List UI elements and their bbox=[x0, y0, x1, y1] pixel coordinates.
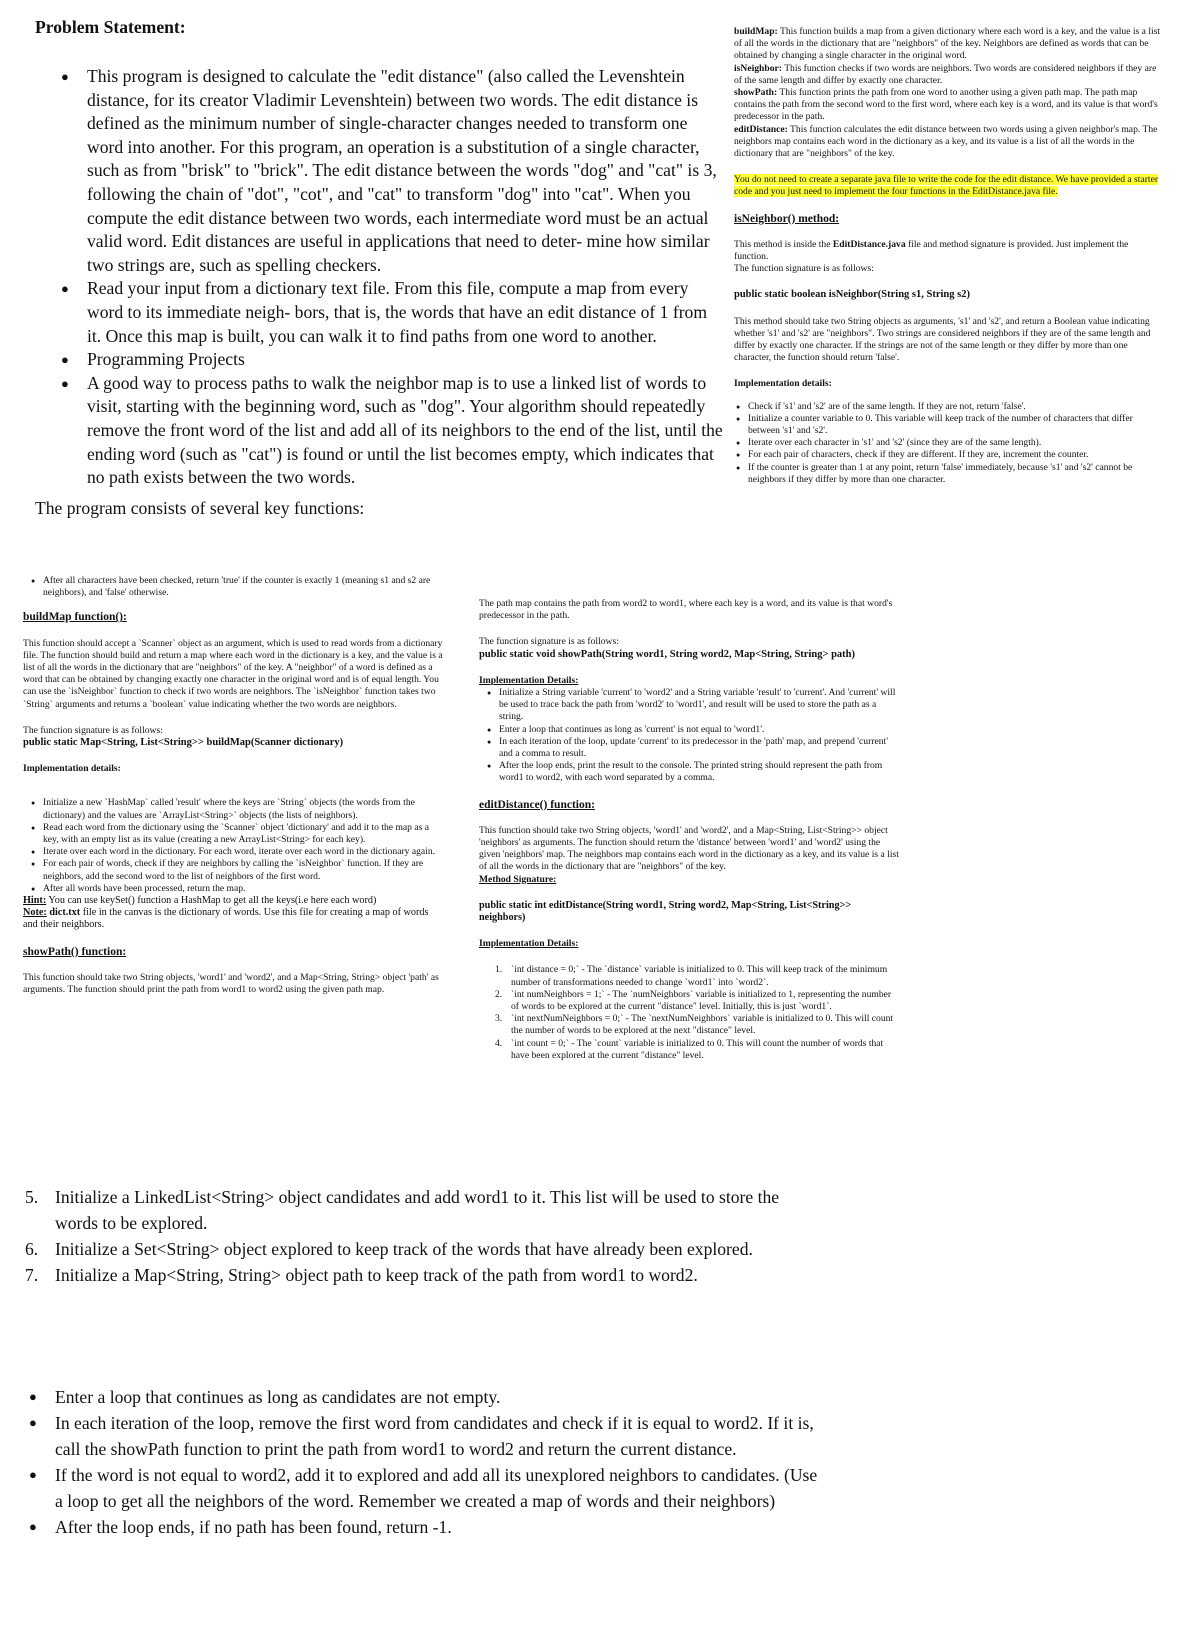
step-number: 2. bbox=[495, 988, 503, 1000]
highlight-note: You do not need to create a separate java file to write the code for the edit distance. We have provided a starter code and you just need to implement the four functions in the EditDistance.java file. bbox=[734, 174, 1159, 198]
note-file: dict.txt bbox=[46, 907, 81, 919]
step-number: 7. bbox=[25, 1265, 39, 1285]
step-text: `int numNeighbors = 1;` - The `numNeighbors` variable is initialized to 1, representing the number of words to be explored at the current "distance" level. Initially, this is just `word1`. bbox=[511, 988, 892, 1013]
build-map-impl-list bbox=[29, 797, 443, 895]
bottom-bullet: ● Enter a loop that continues as long as candidates are not empty. bbox=[29, 1387, 501, 1407]
is-neighbor-term: isNeighbor: bbox=[734, 62, 782, 74]
bottom-steps bbox=[25, 1184, 825, 1288]
step-item bbox=[25, 1184, 825, 1236]
impl-item: ● Initialize a new `HashMap` called 'result' where the keys are `String` objects (the words from the dictionary) and the values are `ArrayList<String>` objects (the lists of neighbors). bbox=[29, 797, 443, 821]
show-path-impl-list bbox=[485, 687, 899, 785]
step-text: Initialize a Set<String> object explored to keep track of the words that have already been explored. bbox=[55, 1239, 753, 1259]
edit-distance-signature: public static int editDistance(String word1, String word2, Map<String, List<String>> neighbors) bbox=[479, 899, 852, 924]
hint-label: Hint: bbox=[23, 895, 47, 907]
show-path-desc: This function should take two String objects, 'word1' and 'word2', and a Map<String, String> object 'path' as arguments. The function should print the path from word1 to word2 using the given path map. bbox=[23, 971, 439, 996]
key-functions-text: The program consists of several key functions: bbox=[35, 498, 365, 518]
impl-item: ● Iterate over each word in the dictionary. For each word, iterate over each word in the dictionary again. bbox=[29, 846, 443, 858]
build-map-impl-label: Implementation details: bbox=[23, 763, 121, 775]
problem-bullet: ● This program is designed to calculate the "edit distance" (also called the Levenshtein distance, for its creator Vladimir Levenshtein) between two words. The edit distance is defined as the minimum number of single-character changes needed to transform one word into another. For this program, an operation is a substitution of a single character, such as from "brisk" to "brick". The edit distance between the words "dog" and "cat" is 3, following the chain of "dot", "cot", and "cat" to transform "dog" into "cat". When you compute the edit distance between two words, each intermediate word must be an actual valid word. Edit distances are useful in applications that need to deter- mine how similar two strings are, such as spelling checkers. bbox=[35, 65, 725, 277]
after-all-item: ● After all characters have been checked, return 'true' if the counter is exactly 1 (meaning s1 and s2 are neighbors), and 'false' otherwise. bbox=[29, 575, 443, 599]
build-map-sig-label: The function signature is as follows: bbox=[23, 724, 163, 736]
impl-label: Implementation details: bbox=[734, 378, 832, 390]
edit-distance-text: This function calculates the edit distance between two words using a given neighbor's map. The neighbors map contains each word in the dictionary as a key, and its value is a list of all the words in the dictionary that are "neighbors" of the key. bbox=[734, 123, 1158, 160]
show-path-signature: public static void showPath(String word1, String word2, Map<String, String> path) bbox=[479, 648, 856, 660]
step-item bbox=[25, 1236, 825, 1262]
step-text: Initialize a Map<String, String> object path to keep track of the path from word1 to word2. bbox=[55, 1265, 698, 1285]
impl-item: ● Enter a loop that continues as long as 'current' is not equal to 'word1'. bbox=[485, 724, 899, 736]
path-map-text: The path map contains the path from word2 to word1, where each key is a word, and its value is that word's predecessor in the path. bbox=[479, 598, 893, 622]
bottom-bullet: ● In each iteration of the loop, remove the first word from candidates and check if it is equal to word2. If it is, call the showPath function to print the path from word1 to word2 and return the current distance. bbox=[29, 1413, 814, 1459]
is-neighbor-sig-label: The function signature is as follows: bbox=[734, 263, 874, 275]
step-text: `int count = 0;` - The `count` variable is initialized to 0. This will count the number of words that have been explored at the current "distance" level. bbox=[511, 1037, 884, 1061]
step-item bbox=[495, 989, 899, 1013]
impl-item: ● Check if 's1' and 's2' are of the same length. If they are not, return 'false'. bbox=[734, 401, 1162, 413]
is-neighbor-heading: isNeighbor() method: bbox=[734, 212, 840, 225]
note-label: Note: bbox=[23, 907, 47, 919]
edit-distance-heading: editDistance() function: bbox=[479, 798, 595, 811]
bottom-bullet: ● After the loop ends, if no path has been found, return -1. bbox=[29, 1517, 452, 1537]
edit-distance-desc: This function should take two String objects, 'word1' and 'word2', and a Map<String, List<String>> object 'neighbors' as arguments. The function should return the 'distance' between 'word1' and 'word2' using the given 'neighbors' map. The neighbors map contains each word in the dictionary as a key, and its value is a list of all the words in the dictionary that are "neighbors" of the key. bbox=[479, 824, 899, 873]
edit-distance-term: editDistance: bbox=[734, 123, 788, 135]
impl-item: ● After the loop ends, print the result to the console. The printed string should represent the path from word1 to word2, with each word separated by a comma. bbox=[485, 760, 899, 784]
step-item bbox=[495, 1038, 899, 1062]
after-all-list bbox=[29, 575, 443, 599]
problem-bullets bbox=[35, 65, 725, 490]
is-neighbor-intro-1: This method is inside the bbox=[734, 238, 833, 250]
impl-item: ● If the counter is greater than 1 at any point, return 'false' immediately, because 's1' and 's2' cannot be neighbors if they differ by more than one character. bbox=[734, 462, 1162, 486]
method-signature-label: Method Signature: bbox=[479, 873, 557, 885]
impl-item: ● In each iteration of the loop, update 'current' to its predecessor in the 'path' map, and prepend 'current' and a comma to result. bbox=[485, 736, 899, 760]
impl-item: ● Iterate over each character in 's1' and 's2' (since they are of the same length). bbox=[734, 437, 1162, 449]
impl-item: ● For each pair of words, check if they are neighbors by calling the `isNeighbor` function. If they are neighbors, add the second word to the list of neighbors of the first word. bbox=[29, 858, 443, 882]
problem-bullet: ● A good way to process paths to walk the neighbor map is to use a linked list of words to visit, starting with the beginning word, such as "dog". Your algorithm should repeatedly remove the front word of the list and add all of its neighbors to the end of the list, until the ending word (such as "cat") is found or until the list becomes empty, which indicates that no path exists between the two words. bbox=[35, 372, 725, 490]
show-path-sig-label: The function signature is as follows: bbox=[479, 636, 619, 648]
bullet-text: After the loop ends, if no path has been found, return -1. bbox=[55, 1517, 452, 1537]
edit-distance-impl-label: Implementation Details: bbox=[479, 938, 579, 950]
bullet-text: If the word is not equal to word2, add it to explored and add all its unexplored neighbors to candidates. (Use a loop to get all the neighbors of the word. Remember we created a map of words and their neighbors) bbox=[55, 1465, 818, 1511]
build-map-term: buildMap: bbox=[734, 26, 778, 37]
edit-distance-steps bbox=[495, 964, 899, 1062]
is-neighbor-signature: public static boolean isNeighbor(String s1, String s2) bbox=[734, 289, 970, 301]
is-neighbor-intro-bold: EditDistance.java bbox=[832, 238, 906, 250]
impl-item: ● Initialize a String variable 'current' to 'word2' and a String variable 'result' to 'current'. And 'current' will be used to trace back the path from 'word2' to 'word1', and result will be used to store the path as a string. bbox=[485, 687, 899, 724]
build-map-heading: buildMap function(): bbox=[23, 611, 127, 624]
step-item bbox=[25, 1262, 825, 1288]
is-neighbor-desc: This method should take two String objects as arguments, 's1' and 's2', and return a Boolean value indicating whether 's1' and 's2' are "neighbors". Two strings are considered neighbors if they are of the same length and differ by exactly one character. If the strings are not of the same length or they differ by more than one character, the function should return 'false'. bbox=[734, 315, 1151, 364]
is-neighbor-text: This function checks if two words are neighbors. Two words are considered neighbors if they are of the same length and differ by exactly one character. bbox=[734, 62, 1157, 86]
build-map-desc: This function should accept a `Scanner` object as an argument, which is used to read words from a dictionary file. The function should build and return a map where each word in the dictionary is a key, and the value is a list of all the words in the dictionary that are "neighbors" of the key. A "neighbor" of a word is defined as a word that can be obtained by changing exactly one character in the original word and is of equal length. You can use the `isNeighbor` function to check if two words are neighbors. The `isNeighbor` function takes two `String` arguments and returns a `boolean` value indicating whether the two words are neighbors. bbox=[23, 637, 443, 710]
is-neighbor-impl-list bbox=[734, 401, 1162, 486]
step-number: 5. bbox=[25, 1187, 39, 1207]
problem-bullet: ● Read your input from a dictionary text file. From this file, compute a map from every word to its immediate neigh- bors, that is, the words that have an edit distance of 1 from it. Once this map is built, you can walk it to find paths from one word to another. bbox=[35, 277, 725, 348]
show-path-text: This function prints the path from one word to another using a given path map. The path map contains the path from the second word to the first word, where each key is a word, and its value is that word's predecessor in the path. bbox=[734, 87, 1158, 123]
step-item bbox=[495, 1013, 899, 1037]
step-text: `int nextNumNeighbors = 0;` - The `nextNumNeighbors` variable is initialized to 0. This will count the number of words to be explored at the next "distance" level. bbox=[511, 1013, 894, 1037]
step-number: 6. bbox=[25, 1239, 39, 1259]
step-text: `int distance = 0;` - The `distance` variable is initialized to 0. This will keep track of the minimum number of transformations needed to change `word1` into `word2`. bbox=[511, 964, 888, 988]
impl-item: ● After all words have been processed, return the map. bbox=[29, 883, 443, 895]
show-path-term: showPath: bbox=[734, 87, 778, 99]
step-text: Initialize a LinkedList<String> object candidates and add word1 to it. This list will be used to store the words to be explored. bbox=[55, 1187, 780, 1233]
show-path-impl-label: Implementation Details: bbox=[479, 674, 579, 686]
problem-heading: Problem Statement: bbox=[35, 17, 186, 37]
left-column bbox=[23, 575, 443, 996]
bottom-bullet: ● If the word is not equal to word2, add it to explored and add all its unexplored neighbors to candidates. (Use a loop to get all the neighbors of the word. Remember we created a map of words and their neighbors) bbox=[29, 1465, 818, 1511]
impl-item: ● Initialize a counter variable to 0. This variable will keep track of the number of characters that differ between 's1' and 's2'. bbox=[734, 413, 1162, 437]
middle-column bbox=[479, 598, 899, 1062]
is-neighbor-intro-2: file and method signature is provided. Just implement the function. bbox=[734, 238, 1129, 263]
bullet-text: Enter a loop that continues as long as candidates are not empty. bbox=[55, 1387, 501, 1407]
step-item bbox=[495, 964, 899, 988]
step-number: 4. bbox=[495, 1037, 503, 1049]
hint-text: You can use keySet() function a HashMap to get all the keys(i.e here each word) bbox=[46, 895, 377, 907]
step-number: 1. bbox=[495, 964, 503, 976]
bullet-text: In each iteration of the loop, remove the first word from candidates and check if it is equal to word2. If it is, call the showPath function to print the path from word1 to word2 and return the current distance. bbox=[55, 1413, 814, 1459]
note-text: file in the canvas is the dictionary of words. Use this file for creating a map of words and their neighbors. bbox=[23, 907, 429, 931]
problem-bullet: ● Programming Projects bbox=[35, 348, 725, 372]
show-path-heading: showPath() function: bbox=[23, 945, 127, 958]
bottom-bullets bbox=[25, 1384, 825, 1540]
impl-item: ● For each pair of characters, check if they are different. If they are, increment the counter. bbox=[734, 449, 1162, 461]
function-summary bbox=[734, 26, 1162, 486]
step-number: 3. bbox=[495, 1013, 503, 1025]
build-map-signature: public static Map<String, List<String>> buildMap(Scanner dictionary) bbox=[23, 737, 344, 749]
impl-item: ● Read each word from the dictionary using the `Scanner` object 'dictionary' and add it to the map as a key, with an empty list as its value (creating a new ArrayList<String> for each key). bbox=[29, 822, 443, 846]
build-map-text: This function builds a map from a given dictionary where each word is a key, and the value is a list of all the words in the dictionary that are "neighbors" of the key. Neighbors are defined as words that can be obtained by changing a single character in the original word. bbox=[734, 26, 1161, 62]
